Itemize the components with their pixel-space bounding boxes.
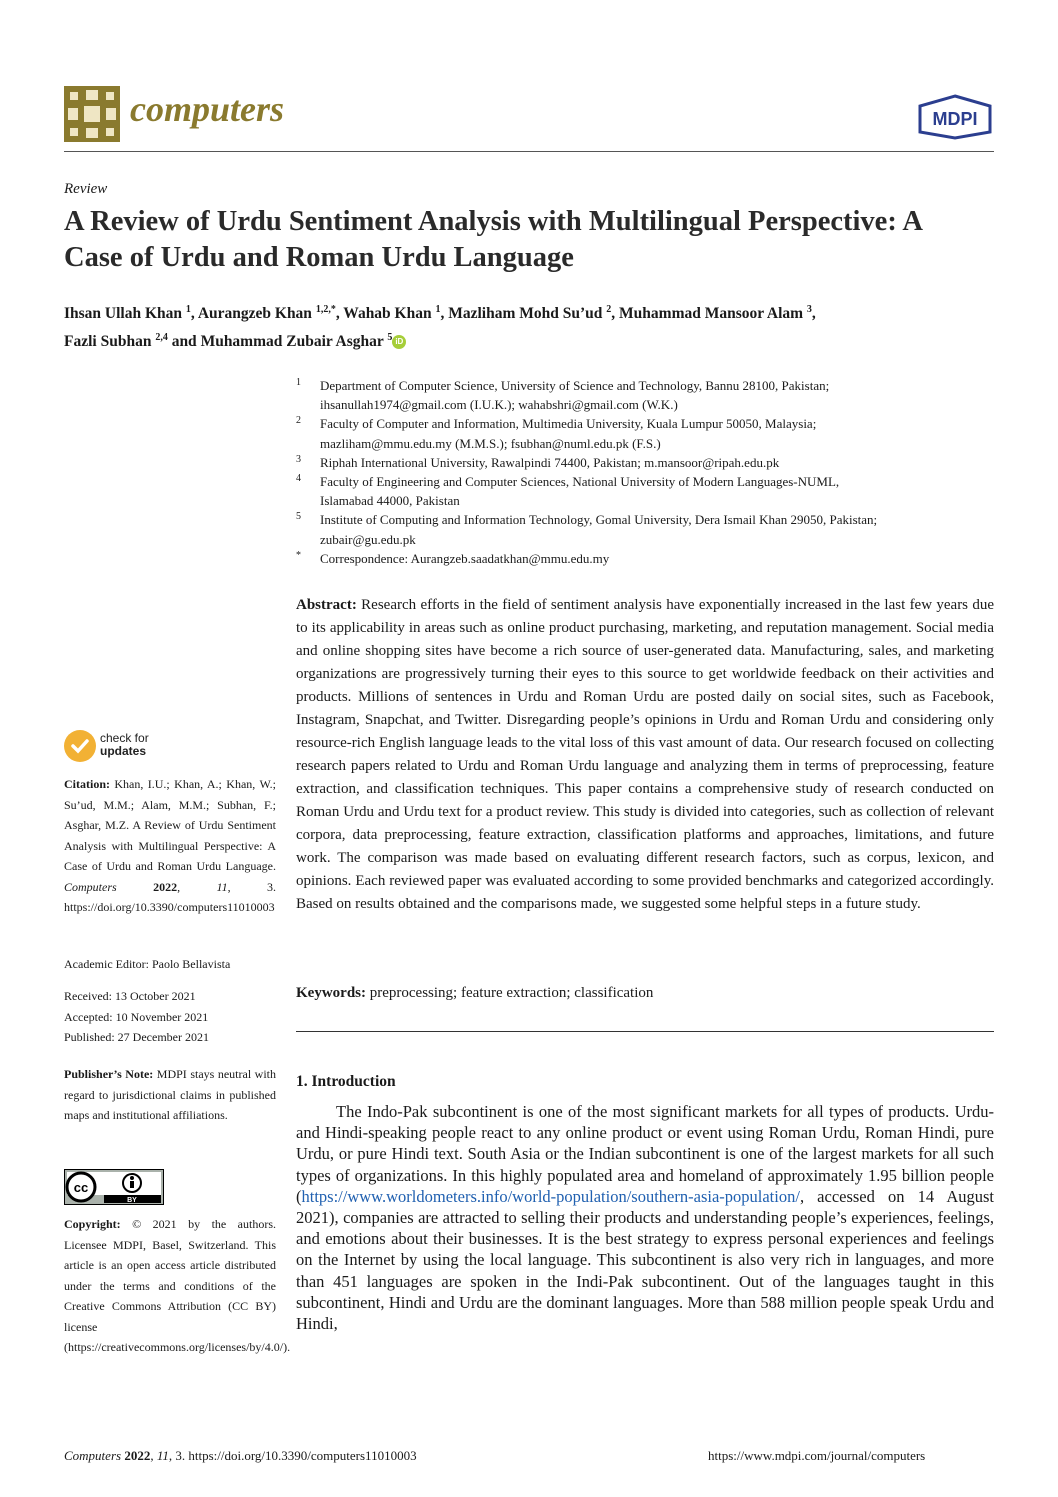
header-divider [64, 151, 994, 152]
affiliation-text: Correspondence: Aurangzeb.saadatkhan@mmu.edu.my [320, 550, 610, 566]
affiliation-item [296, 510, 996, 548]
dates [64, 986, 276, 1048]
author-name: Muhammad Mansoor Alam [619, 305, 804, 323]
published-date: Published: 27 December 2021 [64, 1030, 209, 1044]
cc-by-license-icon[interactable] [64, 1169, 164, 1205]
copyright-label: Copyright: [64, 1217, 121, 1231]
footer-journal-url[interactable]: https://www.mdpi.com/journal/computers [708, 1448, 926, 1463]
author-name: Muhammad Zubair Asghar [200, 333, 384, 351]
received-date: Received: 13 October 2021 [64, 989, 196, 1003]
article-title: A Review of Urdu Sentiment Analysis with Multilingual Perspective: A Case of Urdu and Roman Urdu Language [64, 206, 922, 273]
affiliation-contact: mazliham@mmu.edu.my (M.M.S.); fsubhan@numl.edu.pk (F.S.) [320, 435, 661, 451]
cc-by-label: BY [127, 1197, 137, 1204]
author-separator: , [440, 305, 449, 323]
affiliation-text: Riphah International University, Rawalpindi 74400, Pakistan; m.mansoor@ripah.edu.pk [320, 454, 780, 470]
affiliation-number: 2 [296, 415, 301, 427]
affiliation-item [296, 453, 996, 472]
section-heading: 1. Introduction [296, 1073, 396, 1090]
author-separator: , [335, 305, 344, 323]
keywords-text: preprocessing; feature extraction; classification [369, 985, 654, 1001]
mdpi-logo-text: MDPI [932, 109, 978, 129]
check-updates-line-2: updates [100, 744, 147, 758]
journal-name: computers [130, 89, 285, 129]
affiliation-number: 1 [296, 377, 301, 388]
affiliation-item [296, 472, 996, 510]
author-list [64, 298, 1004, 354]
article-type: Review [64, 181, 108, 197]
author-name: Fazli Subhan [64, 333, 152, 351]
author-name: Aurangzeb Khan [197, 305, 312, 323]
affiliation-item [296, 549, 996, 568]
footer-doi[interactable]: , 3. https://doi.org/10.3390/computers11010003 [168, 1448, 417, 1463]
footer-journal: Computers [64, 1448, 122, 1463]
citation-year: 2022 [153, 879, 178, 894]
author-affiliation-sup: 3 [806, 304, 812, 315]
mdpi-logo [916, 94, 994, 140]
author-separator: , [190, 305, 198, 323]
affiliation-contact: zubair@gu.edu.pk [320, 531, 416, 547]
abstract-text: Research efforts in the field of sentiment analysis have exponentially increased in the last few years due to its applicability in areas such as online product purchasing, marketing, and reputation management. Social media and online shopping sites have become a rich source of user-generated data. Manufacturing, sales, and marketing organizations are progressively turning their eyes to this source to get worldwide feedback on their activities and products. Millions of sentences in Urdu and Roman Urdu are posted daily on social sites, such as Facebook, Instagram, Snapchat, and Twitter. Disregarding people’s opinions in Urdu and Roman Urdu and considering only resource-rich English language leads to the vital loss of this vast amount of data. Our research focused on collecting research papers related to Urdu and Roman Urdu language and analyzing them in terms of preprocessing, feature extraction, and classification techniques. This paper contains a comprehensive study of research conducted on Roman Urdu and Urdu text for a product review. This study is divided into categories, such as collection of relevant corpora, data preprocessing, feature extraction, classification platforms and approaches, limitations, and future work. The comparison was made based on evaluating different research factors, such as corpus, lexicon, and opinions. Each reviewed paper was evaluated according to some provided benchmarks and categorized accordingly. Based on results obtained and the comparisons made, we suggested some helpful steps in a future study. [296, 597, 995, 912]
copyright [64, 1214, 291, 1358]
author-name: Ihsan Ullah Khan [64, 305, 183, 323]
affiliation-text: Department of Computer Science, University of Science and Technology, Bannu 28100, Pakistan; [320, 378, 830, 393]
author-affiliation-sup: 1 [435, 304, 441, 315]
accepted-date: Accepted: 10 November 2021 [64, 1009, 209, 1024]
affiliation-contact: ihsanullah1974@gmail.com (I.U.K.); wahabshri@gmail.com (W.K.) [320, 397, 678, 413]
author-name: Mazliham Mohd Su’ud [448, 305, 603, 323]
citation-text: Khan, I.U.; Khan, A.; Khan, W.; Su’ud, M.M.; Alam, M.M.; Subhan, F.; Asghar, M.Z. A Review of Urdu Sentiment Analysis with Multilingual Perspective: A Case of Urdu and Roman Urdu Language. [64, 777, 276, 873]
affiliation-item [296, 414, 996, 452]
author-separator: , [611, 305, 620, 323]
keywords [296, 985, 994, 1002]
abstract [296, 594, 994, 916]
intro-text-2: , accessed on 14 August 2021), companies are attracted to selling their products and understanding people’s experiences, feelings, and emotions about their businesses. It is the best strategy to express personal experiences and feelings on the Internet by using the local language. This subcontinent is also very rich in languages, and more than 451 languages are spoken in the Indi-Pak subcontinent. Out of the languages taught in this subcontinent, Hindi and Urdu are the dominant languages. More than 588 million people speak Urdu and Hindi, [296, 1186, 994, 1334]
affiliation-number: 4 [296, 473, 301, 485]
author-separator: , [811, 305, 816, 323]
footer-volume: 11 [156, 1448, 169, 1463]
citation-volume: 11 [216, 879, 228, 894]
author-affiliation-sup: 1,2,* [315, 304, 336, 315]
worldometers-link[interactable]: https://www.worldometers.info/world-population/southern-asia-population/ [301, 1186, 800, 1206]
author-affiliation-sup: 2 [606, 304, 612, 315]
citation-label: Citation: [64, 777, 110, 791]
affiliation-text: Faculty of Computer and Information, Multimedia University, Kuala Lumpur 50050, Malaysia; [320, 416, 817, 432]
citation: Citation: Khan, I.U.; Khan, A.; Khan, W.; Su’ud, M.M.; Alam, M.M.; Subhan, F.; Asghar, M.Z. A Review of Urdu Sentiment Analysis with Multilingual Perspective: A Case of Urdu and Roman Urdu Language. Computers 2022, 11, 3. https://doi.org/10.3390/computers11010003 [64, 777, 276, 914]
keywords-label: Keywords: [296, 985, 366, 1001]
affiliation-text: Faculty of Engineering and Computer Sciences, National University of Modern Languages-NUML, [320, 474, 840, 490]
svg-text:cc: cc [73, 1180, 89, 1195]
affiliation-item [296, 376, 996, 414]
check-updates-line-1: check for [100, 731, 149, 745]
intro-text-1: The Indo-Pak subcontinent is one of the most significant markets for all types of products. Urdu- and Hindi-speaking people react to any online product or event using Roman Urdu, Roman Hindi, pure Urdu, or pure Hindi text. South Asia or the Indian subcontinent is one of the largest markets for all such types of organizations. In this highly populated area and homeland of approximately 1.95 billion people ( [296, 1102, 994, 1206]
citation-journal: Computers [64, 879, 117, 894]
footer-citation: Computers 2022, 11, 3. https://doi.org/10.3390/computers11010003 [64, 1448, 417, 1463]
author-separator: and [167, 333, 201, 351]
abstract-label: Abstract: [296, 597, 357, 613]
affiliation-number: 5 [296, 511, 301, 523]
academic-editor: Academic Editor: Paolo Bellavista [64, 957, 231, 971]
author-name: Wahab Khan [343, 305, 432, 323]
pubnote-text: MDPI stays neutral with regard to jurisdictional claims in published maps and institutional affiliations. [64, 1067, 276, 1122]
copyright-text: © 2021 by the authors. Licensee MDPI, Basel, Switzerland. This article is an open access article distributed under the terms and conditions of the Creative Commons Attribution (CC BY) license (https://creativecommons.org/licenses/by/4.0/). [64, 1217, 291, 1354]
pubnote-label: Publisher’s Note: [64, 1067, 154, 1081]
author-affiliation-sup: 2,4 [155, 332, 168, 344]
affiliation-number: 3 [296, 453, 301, 465]
author-affiliation-sup: 5 [387, 332, 393, 344]
publishers-note [64, 1064, 276, 1126]
check-updates-icon [64, 730, 96, 762]
citation-doi[interactable]: , 3. https://doi.org/10.3390/computers11010003 [64, 879, 276, 914]
check-for-updates-badge[interactable] [64, 730, 224, 770]
affiliation-contact: Islamabad 44000, Pakistan [320, 493, 460, 509]
footer-year: 2022 [124, 1448, 151, 1463]
journal-logo [64, 86, 120, 142]
section-divider [296, 1031, 994, 1032]
affiliation-text: Institute of Computing and Information Technology, Gomal University, Dera Ismail Khan 29050, Pakistan; [320, 512, 878, 528]
orcid-icon[interactable]: iD [392, 335, 406, 349]
affiliation-number: * [296, 549, 301, 561]
author-affiliation-sup: 1 [185, 304, 191, 315]
affiliations [296, 376, 996, 568]
intro-paragraph [296, 1101, 994, 1334]
